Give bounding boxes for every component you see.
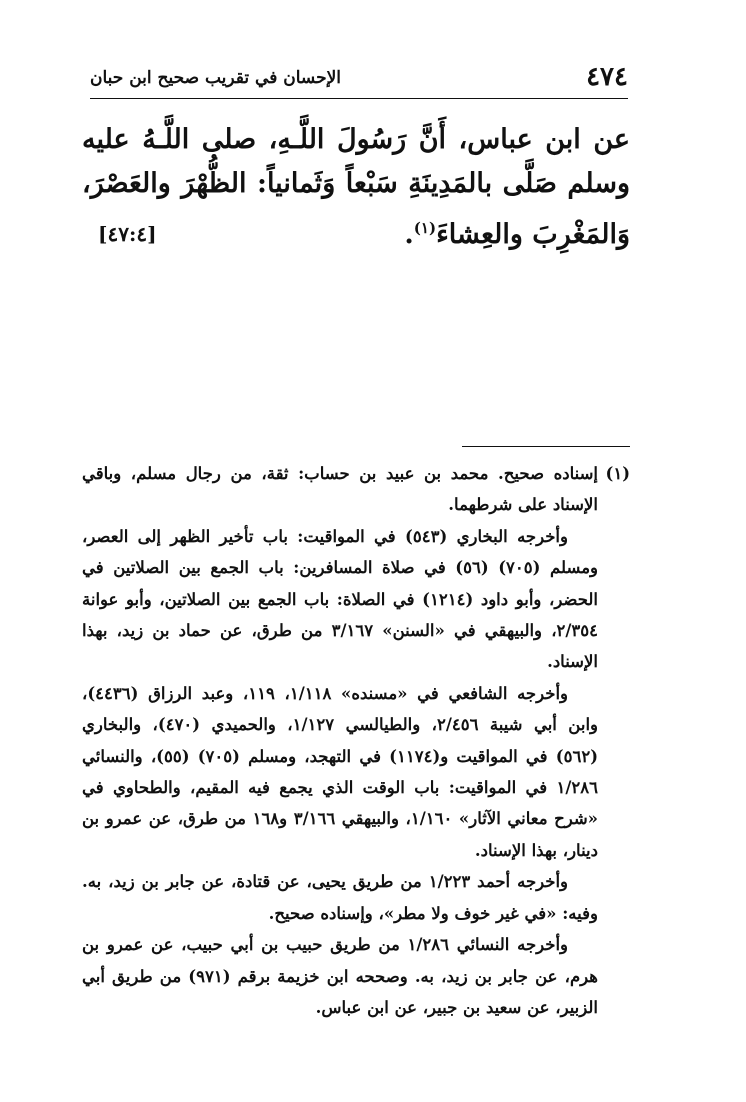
hadith-text [82,118,630,257]
footnote-reference: (١) [413,219,437,237]
hadith-body: عن ابن عباس، أَنَّ رَسُولَ اللَّـهِ، صلى اللَّـهُ عليه وسلم صَلَّى بالمَدِينَةِ سَبْعاً وَثَمانياً: الظُّهْرَ والعَصْرَ، وَالمَغْرِبَ والعِشاءَ [82,124,630,250]
page-header [90,62,628,96]
footnote-paragraph: وأخرجه الشافعي في «مسنده» ١/١١٨، ١١٩، وعبد الرزاق (٤٤٣٦)، وابن أبي شيبة ٢/٤٥٦، والطيالسي ١/١٢٧، والحميدي (٤٧٠)، والبخاري (٥٦٢) في المواقيت و(١١٧٤) في التهجد، ومسلم (٧٠٥) (٥٥)، والنسائي ١/٢٨٦ في المواقيت: باب الوقت الذي يجمع فيه المقيم، والطحاوي في «شرح معاني الآثار» ١/١٦٠، والبيهقي ٣/١٦٦ و١٦٨ من طرق، عن عمرو بن دينار، بهذا الإسناد. [82,683,599,860]
hadith-period: . [404,219,414,250]
footnote-paragraph: وأخرجه النسائي ١/٢٨٦ من طريق حبيب بن أبي حبيب، عن عمرو بن هرم، عن جابر بن زيد، به. وصححه ابن خزيمة برقم (٩٧١) من طريق أبي الزبير، عن سعيد بن جبير، عن ابن عباس. [82,935,598,1017]
header-rule [90,98,628,99]
footnote-body [82,458,598,1023]
footnotes [82,458,630,1023]
hadith-reference: [٤٧:٤] [98,222,157,246]
page-number: ٤٧٤ [586,62,628,92]
footnote-paragraph: إسناده صحيح. محمد بن عبيد بن حساب: ثقة، من رجال مسلم، وباقي الإسناد على شرطهما. [82,464,598,515]
footnote-marker: (١) [605,464,630,483]
footnote-paragraph: وأخرجه البخاري (٥٤٣) في المواقيت: باب تأخير الظهر إلى العصر، ومسلم (٧٠٥) (٥٦) في صلاة المسافرين: باب الجمع بين الصلاتين في الحضر، وأبو داود (١٢١٤) في الصلاة: باب الجمع بين الصلاتين، وأبو عوانة ٢/٣٥٤، والبيهقي في «السنن» ٣/١٦٧ من طرق، عن حماد بن زيد، بهذا الإسناد. [82,526,599,672]
footnote-paragraph: وأخرجه أحمد ١/٢٢٣ من طريق يحيى، عن قتادة، عن جابر بن زيد، به. وفيه: «في غير خوف ولا مطر»، وإسناده صحيح. [82,872,598,923]
running-title: الإحسان في تقريب صحيح ابن حبان [90,68,341,88]
footnote-rule [462,446,630,447]
